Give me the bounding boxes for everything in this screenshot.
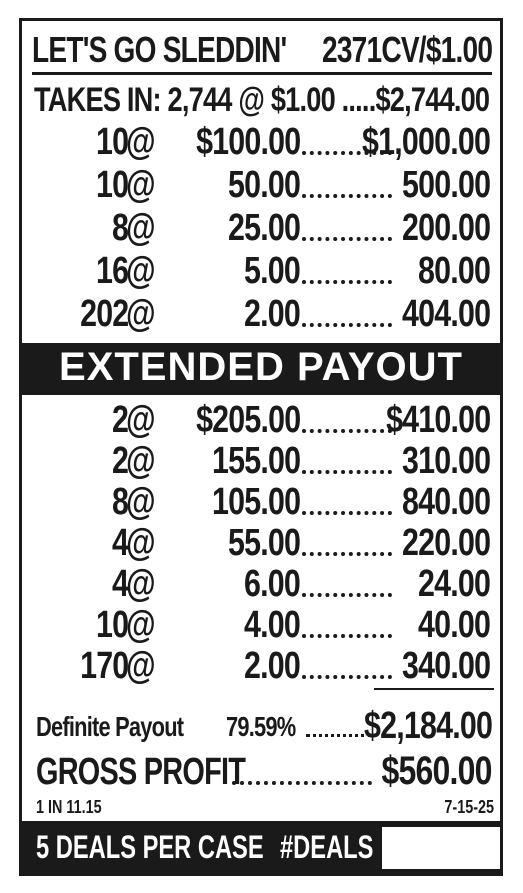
banner-text: EXTENDED PAYOUT bbox=[59, 345, 463, 389]
row-leader-dots bbox=[302, 593, 392, 597]
row-at: @ bbox=[126, 522, 155, 564]
row-leader-dots bbox=[302, 194, 392, 198]
extended-payout-banner bbox=[22, 343, 500, 395]
row-leader-dots bbox=[302, 237, 392, 241]
payout-row bbox=[22, 121, 500, 163]
row-total: 80.00 bbox=[417, 250, 490, 292]
definite-payout-row bbox=[36, 705, 496, 745]
row-leader-dots bbox=[302, 675, 392, 679]
row-price: 5.00 bbox=[244, 250, 300, 292]
row-at: @ bbox=[126, 563, 155, 605]
row-at: @ bbox=[126, 399, 155, 441]
row-at: @ bbox=[126, 645, 155, 687]
extended-row bbox=[22, 563, 500, 605]
row-count: 4 bbox=[111, 522, 128, 564]
form-code: 2371CV/$1.00 bbox=[321, 29, 492, 70]
row-price: 50.00 bbox=[227, 164, 300, 206]
row-price: 25.00 bbox=[227, 207, 300, 249]
row-total: 404.00 bbox=[401, 293, 490, 335]
row-price: 155.00 bbox=[211, 440, 300, 482]
row-leader-dots bbox=[302, 429, 392, 433]
definite-payout-label: Definite Payout bbox=[36, 711, 184, 742]
row-count: 170 bbox=[79, 645, 128, 687]
row-leader-dots bbox=[302, 634, 392, 638]
row-total: 220.00 bbox=[401, 522, 490, 564]
extended-row bbox=[22, 399, 500, 441]
row-leader-dots bbox=[302, 470, 392, 474]
title-row bbox=[32, 25, 492, 73]
deals-count-field[interactable] bbox=[382, 827, 500, 869]
row-total: 24.00 bbox=[417, 563, 490, 605]
row-total: 500.00 bbox=[401, 164, 490, 206]
definite-leader-dots bbox=[306, 734, 372, 737]
gross-profit-amount: $560.00 bbox=[381, 749, 492, 793]
row-total: $410.00 bbox=[385, 399, 490, 441]
row-price: $205.00 bbox=[195, 399, 300, 441]
odds-text: 1 IN 11.15 bbox=[36, 797, 102, 817]
row-leader-dots bbox=[302, 552, 392, 556]
total-separator-line bbox=[374, 688, 494, 690]
row-price: 4.00 bbox=[244, 604, 300, 646]
definite-payout-amount: $2,184.00 bbox=[363, 705, 492, 747]
extended-row bbox=[22, 440, 500, 482]
extended-row bbox=[22, 481, 500, 523]
takes-in-line: TAKES IN: 2,744 @ $1.00 .....$2,744.00 bbox=[34, 81, 490, 119]
gross-profit-row bbox=[36, 749, 496, 793]
row-at: @ bbox=[126, 250, 155, 292]
row-count: 16 bbox=[95, 250, 128, 292]
row-count: 10 bbox=[95, 164, 128, 206]
row-at: @ bbox=[126, 440, 155, 482]
row-price: 6.00 bbox=[244, 563, 300, 605]
row-at: @ bbox=[126, 293, 155, 335]
row-at: @ bbox=[126, 164, 155, 206]
row-total: 340.00 bbox=[401, 645, 490, 687]
row-count: 202 bbox=[79, 293, 128, 335]
row-leader-dots bbox=[302, 280, 392, 284]
row-at: @ bbox=[126, 207, 155, 249]
row-count: 4 bbox=[111, 563, 128, 605]
extended-row bbox=[22, 604, 500, 646]
row-count: 10 bbox=[95, 604, 128, 646]
row-price: 2.00 bbox=[244, 645, 300, 687]
row-price: 105.00 bbox=[211, 481, 300, 523]
gross-leader-dots bbox=[232, 781, 372, 785]
extended-row bbox=[22, 522, 500, 564]
row-count: 2 bbox=[111, 399, 128, 441]
row-price: $100.00 bbox=[195, 121, 300, 163]
row-price: 55.00 bbox=[227, 522, 300, 564]
row-count: 2 bbox=[111, 440, 128, 482]
gross-profit-label: GROSS PROFIT bbox=[36, 751, 246, 793]
deals-per-case-text: 5 DEALS PER CASE bbox=[36, 829, 264, 865]
definite-payout-percent: 79.59% bbox=[226, 711, 296, 742]
row-total: 200.00 bbox=[401, 207, 490, 249]
row-total: 40.00 bbox=[417, 604, 490, 646]
row-count: 10 bbox=[95, 121, 128, 163]
row-total: 840.00 bbox=[401, 481, 490, 523]
row-count: 8 bbox=[111, 207, 128, 249]
row-count: 8 bbox=[111, 481, 128, 523]
payout-row bbox=[22, 207, 500, 249]
row-at: @ bbox=[126, 121, 155, 163]
row-leader-dots bbox=[302, 511, 392, 515]
deals-count-label: #DEALS bbox=[280, 829, 374, 865]
game-title: LET'S GO SLEDDIN' bbox=[32, 29, 287, 70]
pull-tab-flare bbox=[19, 18, 503, 876]
row-price: 2.00 bbox=[244, 293, 300, 335]
date-text: 7-15-25 bbox=[444, 797, 494, 817]
footer-bar bbox=[22, 821, 500, 873]
payout-row bbox=[22, 293, 500, 335]
row-total: 310.00 bbox=[401, 440, 490, 482]
extended-row bbox=[22, 645, 500, 687]
row-total: $1,000.00 bbox=[361, 121, 490, 163]
payout-row bbox=[22, 164, 500, 206]
payout-row bbox=[22, 250, 500, 292]
title-underline bbox=[32, 72, 492, 75]
row-leader-dots bbox=[302, 323, 392, 327]
row-at: @ bbox=[126, 604, 155, 646]
row-at: @ bbox=[126, 481, 155, 523]
